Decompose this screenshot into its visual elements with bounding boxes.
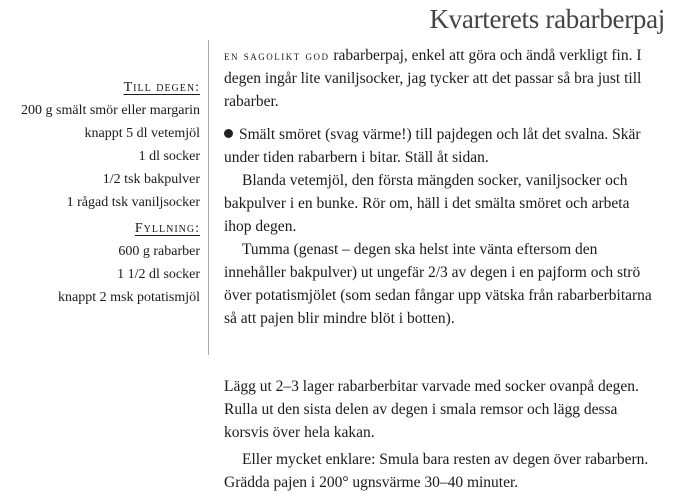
instructions-bottom: [224, 375, 649, 494]
step-4-text: Lägg ut 2–3 lager rabarberbitar varvade med socker ovanpå degen. Rulla ut den sista delen av degen i smala remsor och lägg dessa korsvis över hela kakan.: [224, 378, 639, 441]
ingredient-item: 1/2 tsk bakpulver: [102, 172, 200, 187]
ingredient-item: knappt 5 dl vetemjöl: [84, 126, 200, 141]
ingredient-item: 1 dl socker: [138, 149, 200, 164]
filling-heading: Fyllning:: [134, 221, 200, 236]
page-title: Kvarterets rabarberpaj: [429, 4, 665, 34]
ingredient-item: 1 rågad tsk vaniljsocker: [66, 195, 200, 210]
ingredients-sidebar: [0, 76, 200, 309]
ingredient-item: 200 g smält smör eller margarin: [21, 103, 200, 118]
ingredient-item: 1 1/2 dl socker: [117, 267, 200, 282]
intro-text: rabarberpaj, enkel att göra och ändå verkligt fin. I degen ingår lite vaniljsocker, jag tycker att det passar så bra just till rabarber.: [224, 47, 642, 110]
step-3-text: Tumma (genast – degen ska helst inte vänta eftersom den innehåller bakpulver) ut ungefär 2/3 av degen i en pajform och strö över potatismjölet (som sedan fångar upp vätska från rabarberbitarna så att pajen blir mindre blöt i botten).: [224, 241, 652, 327]
bullet-dot-icon: [224, 129, 233, 138]
step-2-text: Blanda vetemjöl, den första mängden socker, vaniljsocker och bakpulver i en bunke. Rör om, häll i det smälta smöret och arbeta ihop degen.: [224, 172, 630, 235]
instructions-main: [224, 44, 654, 330]
step-5-text: Eller mycket enklare: Smula bara resten av degen över rabarbern. Grädda pajen i 200° ugnsvärme 30–40 minuter.: [224, 451, 649, 491]
ingredient-item: 600 g rabarber: [118, 244, 200, 259]
step-1-text: Smält smöret (svag värme!) till pajdegen och låt det svalna. Skär under tiden rabarbern i bitar. Ställ åt sidan.: [224, 126, 641, 166]
intro-paragraph: [224, 44, 654, 113]
step-paragraph: [224, 123, 654, 169]
dough-heading: Till degen:: [123, 80, 200, 95]
column-divider: [208, 40, 209, 355]
ingredient-item: knappt 2 msk potatismjöl: [58, 290, 200, 305]
intro-lead: en sagolikt god: [224, 48, 330, 63]
